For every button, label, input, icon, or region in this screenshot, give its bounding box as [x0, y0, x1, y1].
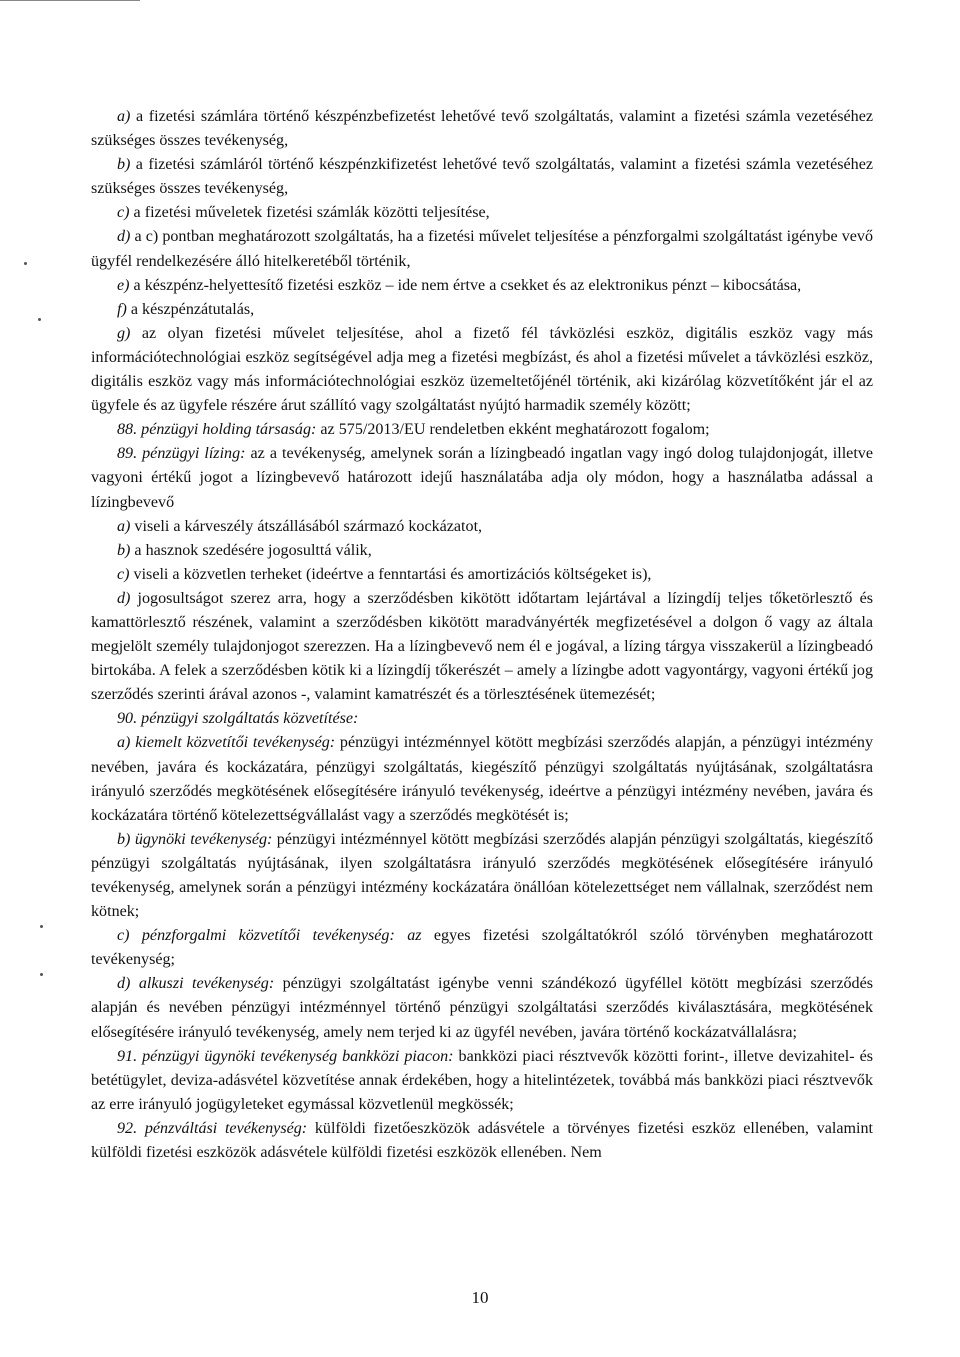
- paragraph-text: a fizetési számlára történő készpénzbefizetést lehetővé tevő szolgáltatás, valamint a fizetési számla vezetéséhez szükséges összes tevékenység,: [91, 108, 873, 150]
- paragraph-5: [91, 298, 873, 322]
- paragraph-9: [91, 515, 873, 539]
- paragraph-text: az a tevékenység, amelynek során a lízingbeadó ingatlan vagy ingó dolog tulajdonjogát, illetve vagyoni értékű jogot a lízingbevevő határozott idejű használatába adja oly módon, hogy a használatba adással a lízingbevevő: [91, 445, 873, 511]
- paragraph-14: [91, 731, 873, 827]
- paragraph-8: [91, 442, 873, 514]
- paragraph-text: a készpénzátutalás,: [126, 300, 255, 318]
- paragraph-text: pénzügyi intézménnyel kötött megbízási szerződés alapján pénzügyi szolgáltatás, kiegészítő pénzügyi szolgáltatás nyújtásának, ilyen szolgáltatásra irányuló szerződés megkötésének elősegítésére irányuló tevékenység, amelynek során a pénzügyi intézmény kockázatára önállóan kötelezettséget nem vállalnak, szerződést nem kötnek;: [91, 830, 874, 921]
- paragraph-12: [91, 587, 873, 707]
- paragraph-label: 89. pénzügyi lízing:: [117, 445, 246, 463]
- paragraph-label: a): [117, 108, 131, 125]
- paragraph-label: a) kiemelt közvetítői tevékenység:: [117, 734, 336, 752]
- paragraph-3: [91, 225, 873, 273]
- paragraph-18: [91, 1045, 873, 1117]
- paragraph-text: viseli a közvetlen terheket (ideértve a fenntartási és amortizációs költségeket is),: [129, 565, 652, 583]
- paragraph-text: az olyan fizetési művelet teljesítése, ahol a fizető fél távközlési eszköz, digitális eszköz vagy más információtechnológiai eszköz segítségével adja meg a fizetési megbízást, és ahol a fizetési művelet a távközlési eszköz, digitális eszköz vagy más információtechnológiai eszköz üzemeltetőjénél történik, aki kizárólag közvetítőként jár el az ügyfele és az ügyfele részére árut szállító vagy szolgáltatást nyújtó harmadik személy között;: [91, 324, 873, 415]
- paragraph-10: [91, 539, 873, 563]
- paragraph-label: e): [117, 276, 130, 294]
- margin-mark: [40, 925, 43, 928]
- margin-mark: [38, 318, 41, 321]
- paragraph-1: [91, 153, 873, 201]
- paragraph-label: g): [117, 324, 131, 342]
- page-number: 10: [471, 1288, 489, 1307]
- paragraph-text: a fizetési műveletek fizetési számlák közötti teljesítése,: [129, 204, 490, 222]
- paragraph-13: [91, 707, 873, 731]
- margin-mark: [24, 262, 27, 265]
- paragraph-4: [91, 274, 873, 298]
- paragraph-label: b): [117, 156, 131, 174]
- paragraph-text: a készpénz-helyettesítő fizetési eszköz – ide nem értve a csekket és az elektronikus pénzt – kibocsátása,: [129, 276, 802, 294]
- top-rule: [0, 0, 140, 1]
- paragraph-label: b): [117, 541, 131, 559]
- paragraph-label: d) alkuszi tevékenység:: [117, 975, 275, 993]
- margin-mark: [40, 973, 43, 976]
- paragraph-text: jogosultságot szerez arra, hogy a szerződésben kikötött időtartam lejártával a lízingdíj teljes tőketörlesztő és kamattörlesztő részének, valamint a szerződésben kikötött maradványérték megfizetésével a dolgon ő vagy az általa megjelölt személy tulajdonjogot szerezzen. Ha a lízingbevevő nem él e jogával, a lízing tárgya visszakerül a lízingbeadó birtokába. A felek a szerződésben kötik ki a lízingdíj tőkerészét – amely a lízingbe adott vagyontárgy, vagyoni értékű jog szerződés szerinti árával azonos -, valamint kamatrészét és a törlesztésének ütemezését;: [91, 589, 873, 704]
- paragraph-label: c): [117, 204, 130, 222]
- paragraph-label: c) pénzforgalmi közvetítői tevékenység: az: [117, 927, 422, 945]
- paragraph-label: c): [117, 565, 130, 583]
- paragraph-label: 88. pénzügyi holding társaság:: [117, 421, 317, 439]
- paragraph-6: [91, 322, 873, 418]
- paragraph-text: viseli a kárveszély átszállásából származó kockázatot,: [130, 517, 483, 535]
- body-text: [91, 105, 873, 1165]
- paragraph-label: d): [117, 589, 131, 607]
- paragraph-text: a hasznok szedésére jogosulttá válik,: [130, 541, 372, 559]
- paragraph-label: 91. pénzügyi ügynöki tevékenység bankközi piacon:: [117, 1047, 454, 1065]
- paragraph-text: pénzügyi intézménnyel kötött megbízási szerződés alapján, a pénzügyi intézmény nevében, javára és kockázatára, pénzügyi szolgáltatás, kiegészítő pénzügyi szolgáltatás nyújtásának, szolgáltatásra irányuló szerződés megkötésének elősegítésére irányuló tevékenység, ideértve a pénzügyi intézmény nevében, javára és kockázatára történő kötelezettségvállalást vagy a szerződés megkötését is;: [91, 734, 873, 824]
- paragraph-text: pénzügyi szolgáltatást igénybe venni szándékozó ügyféllel kötött megbízási szerződés alapján és nevében pénzügyi intézménnyel történő pénzügyi szolgáltatási szerződés kiválasztására, megkötésének elősegítésére irányuló tevékenység, amely nem terjed ki az ügyfél nevében, javára történő kockázatvállalásra;: [91, 975, 873, 1041]
- paragraph-label: 92. pénzváltási tevékenység:: [117, 1119, 308, 1137]
- paragraph-label: a): [117, 517, 131, 535]
- paragraph-label: 90. pénzügyi szolgáltatás közvetítése:: [117, 710, 359, 728]
- paragraph-15: [91, 828, 873, 924]
- paragraph-text: egyes fizetési szolgáltatókról szóló törvényben meghatározott tevékenység;: [91, 927, 873, 969]
- paragraph-text: a fizetési számláról történő készpénzkifizetést lehetővé tevő szolgáltatás, valamint a fizetési számla vezetéséhez szükséges összes tevékenység,: [91, 156, 873, 198]
- paragraph-label: f): [117, 300, 127, 318]
- paragraph-text: a c) pontban meghatározott szolgáltatás, ha a fizetési művelet teljesítése a pénzforgalmi szolgáltatást igénybe vevő ügyfél rendelkezésére álló hitelkeretéből történik,: [91, 228, 873, 270]
- paragraph-2: [91, 201, 873, 225]
- paragraph-label: b) ügynöki tevékenység:: [117, 830, 273, 848]
- paragraph-text: az 575/2013/EU rendeletben ekként meghatározott fogalom;: [316, 421, 710, 439]
- paragraph-text: külföldi fizetőeszközök adásvétele a törvényes fizetési eszköz ellenében, valamint külföldi fizetési eszközök adásvétele külföldi fizetési eszközök ellenében. Nem: [91, 1119, 873, 1162]
- paragraph-19: [91, 1117, 873, 1165]
- paragraph-text: bankközi piaci résztvevők közötti forint-, illetve devizahitel- és betétügylet, deviza-adásvétel közvetítése annak érdekében, hogy a hitelintézetek, továbbá más bankközi piaci résztvevők az erre irányuló jogügyleteket egymással közvetlenül megkössék;: [91, 1047, 874, 1113]
- paragraph-16: [91, 924, 873, 972]
- paragraph-11: [91, 563, 873, 587]
- paragraph-0: [91, 105, 873, 153]
- paragraph-17: [91, 972, 873, 1044]
- paragraph-label: d): [117, 228, 131, 246]
- paragraph-7: [91, 418, 873, 442]
